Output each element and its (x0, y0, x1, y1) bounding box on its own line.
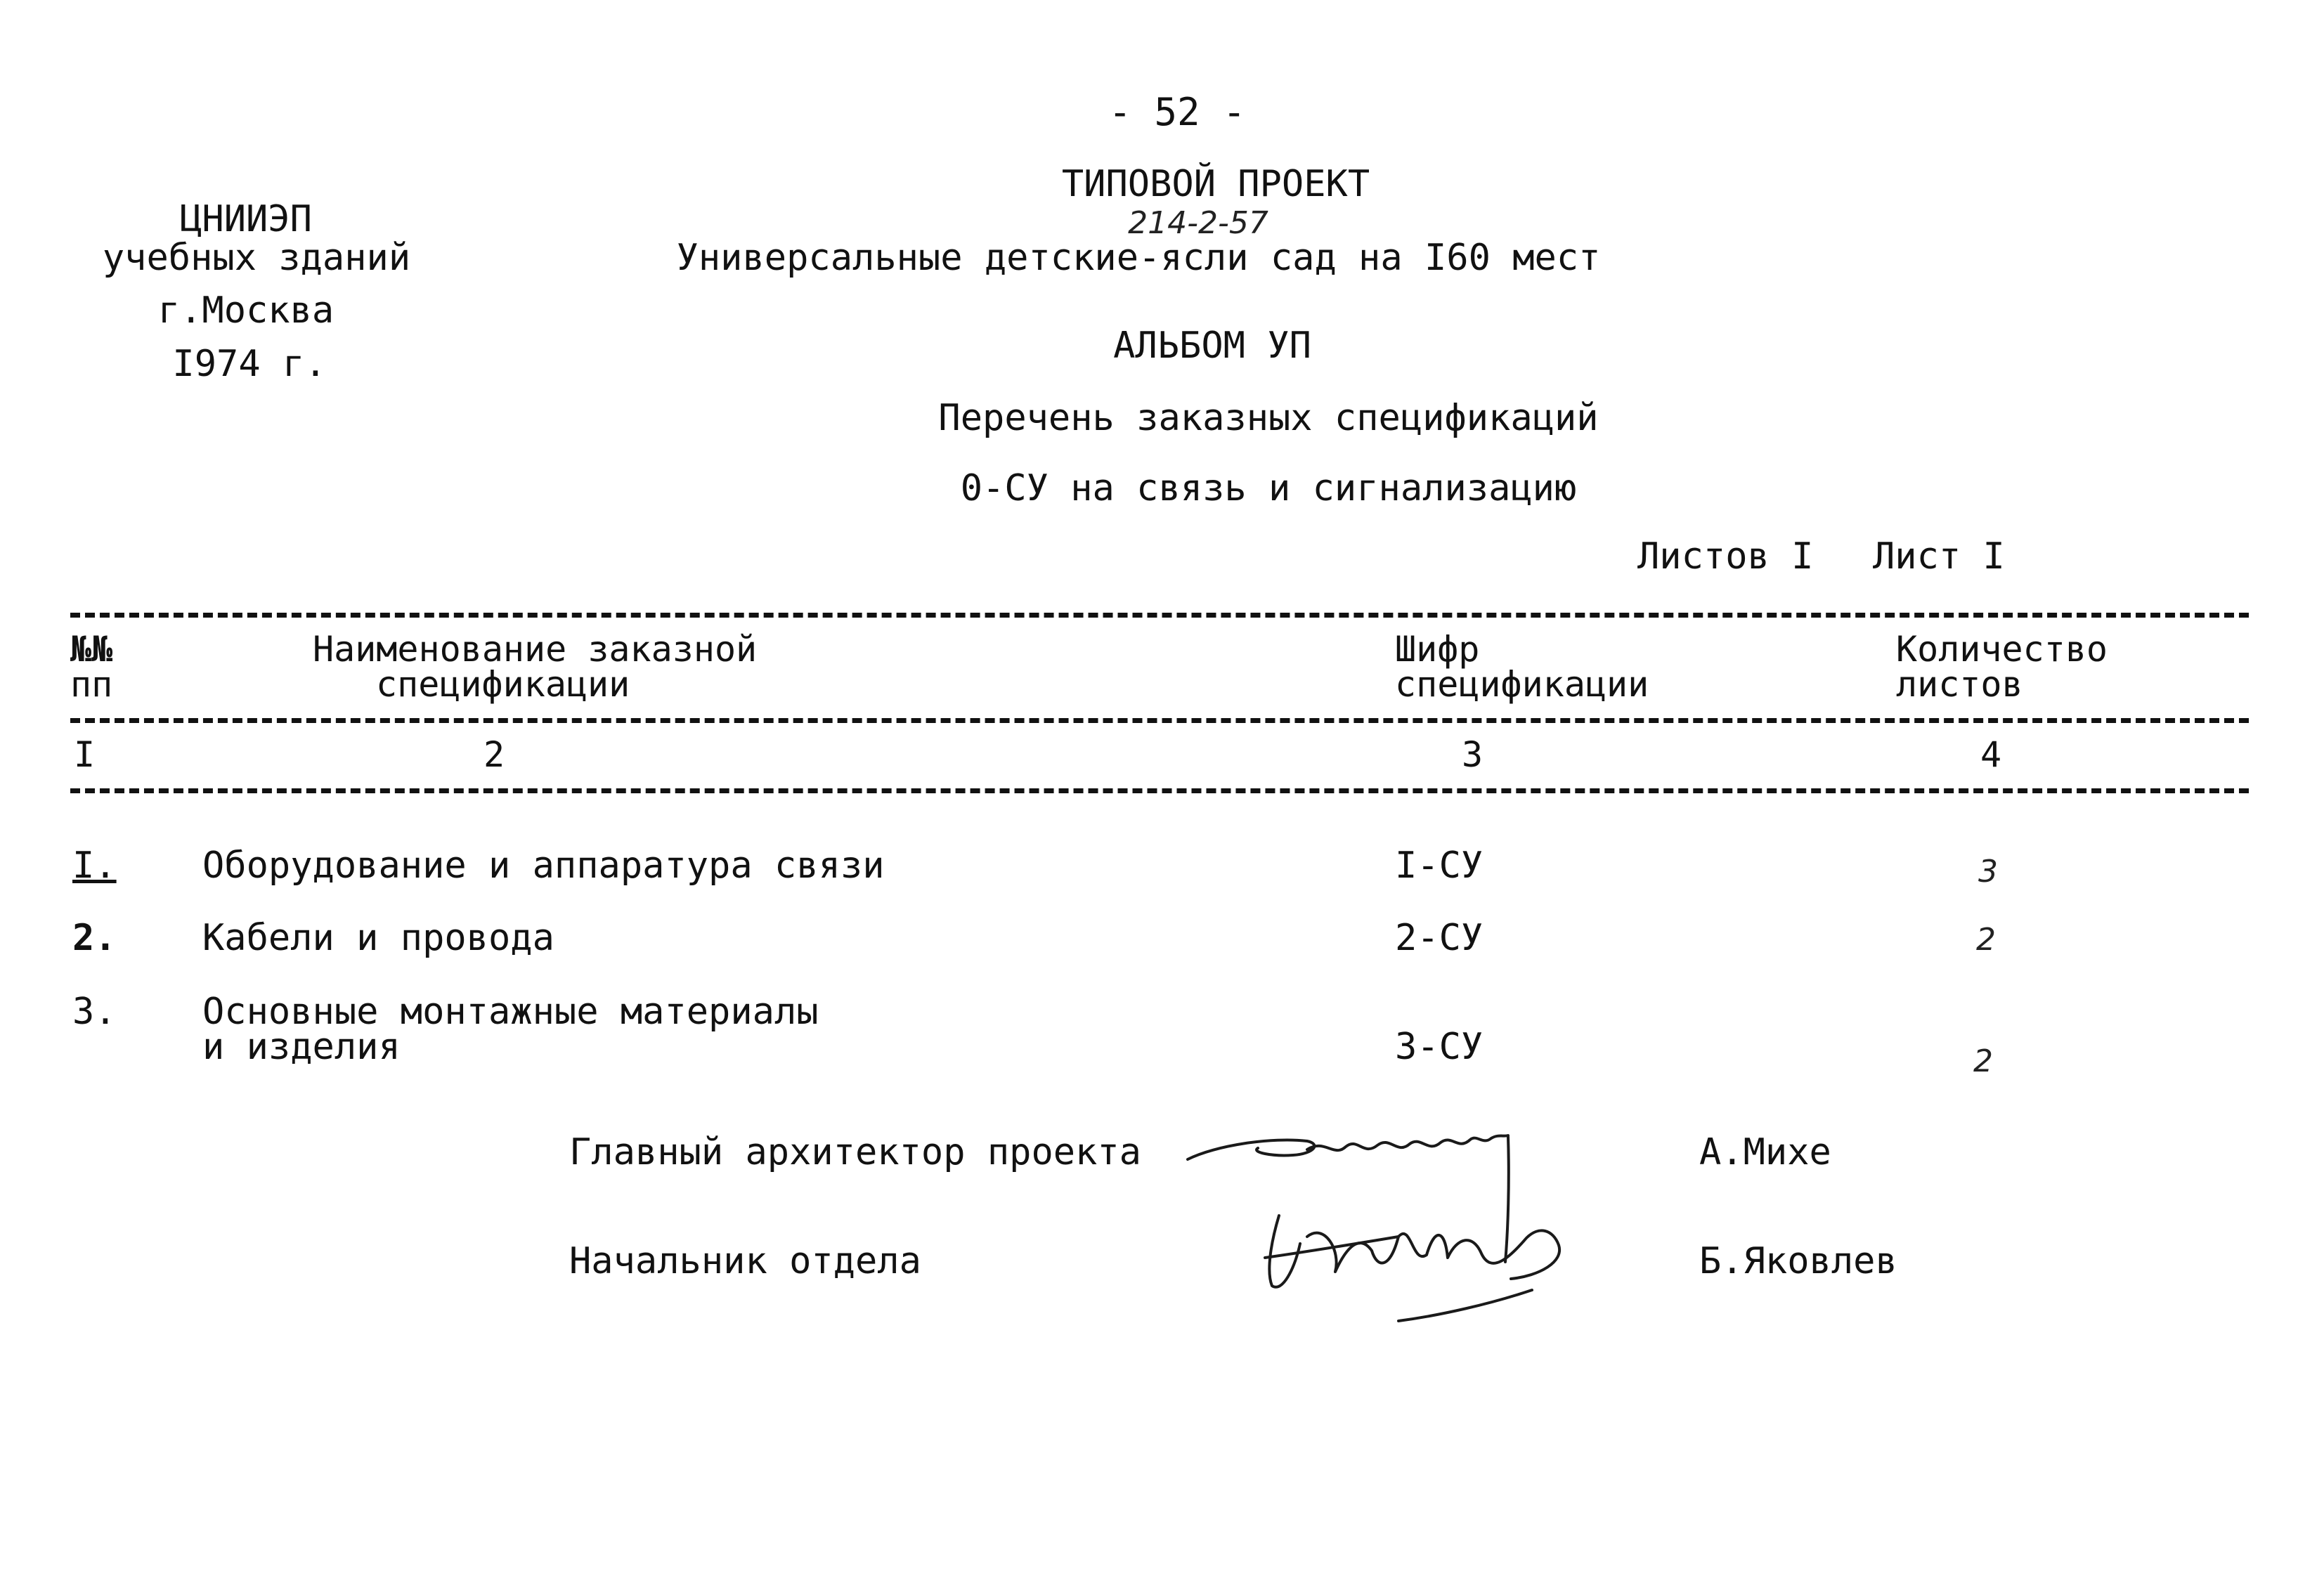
signature-role: Начальник отдела (569, 1240, 921, 1282)
row-spec-name: Кабели и провода (202, 917, 554, 959)
row-spec-name-cont: и изделия (202, 1026, 401, 1068)
header-code-line1: Шифр (1395, 629, 1480, 670)
header-qty-line2: листов (1896, 664, 2023, 705)
column-number-rule (70, 788, 2249, 793)
row-spec-code: 3-СУ (1395, 1026, 1484, 1068)
header-num-line1: №№ (70, 629, 113, 670)
signature-name: Б.Яковлев (1699, 1240, 1897, 1282)
header-name-line2: спецификации (376, 664, 630, 705)
list-title: Перечень заказных спецификаций (938, 397, 1599, 439)
project-type: ТИПОВОЙ ПРОЕКТ (1061, 163, 1370, 205)
row-number: 3. (72, 991, 117, 1033)
row-sheet-count: 3 (1978, 854, 1998, 890)
album-title: АЛЬБОМ УП (1113, 325, 1311, 367)
sheets-total: Листов I (1637, 535, 1814, 578)
project-name: Универсальные детские-ясли сад на I60 мест (676, 237, 1601, 279)
org-city: г.Москва (157, 289, 335, 332)
row-sheet-count: 2 (1973, 1043, 1993, 1079)
header-num-line2: пп (70, 664, 113, 705)
signature-role: Главный архитектор проекта (569, 1131, 1141, 1173)
column-number: 4 (1980, 734, 2002, 775)
row-sheet-count: 2 (1976, 922, 1996, 958)
header-qty-line1: Количество (1896, 629, 2108, 670)
header-rule (70, 718, 2249, 723)
signature-name: А.Михе (1699, 1131, 1831, 1173)
row-spec-code: 2-СУ (1395, 917, 1484, 959)
org-department: учебных зданий (102, 237, 411, 279)
page-number: - 52 - (1108, 90, 1246, 134)
row-number: 2. (72, 917, 117, 959)
org-name: ЦНИИЭП (180, 198, 312, 240)
column-number: 2 (483, 734, 505, 775)
sheet-current: Лист I (1873, 535, 2005, 578)
header-name-line1: Наименование заказной (313, 629, 758, 670)
column-number: 3 (1462, 734, 1484, 775)
org-year: I974 г. (172, 343, 327, 385)
column-number: I (74, 734, 96, 775)
project-code: 214-2-57 (1128, 205, 1268, 241)
row-spec-name: Основные монтажные материалы (202, 991, 819, 1033)
handwritten-signatures (1174, 1117, 1666, 1328)
table-top-rule (70, 613, 2249, 618)
header-code-line2: спецификации (1395, 664, 1649, 705)
list-subtitle: 0-СУ на связь и сигнализацию (960, 467, 1577, 509)
row-spec-name: Оборудование и аппаратура связи (202, 845, 885, 887)
row-number: I. (72, 845, 117, 887)
row-spec-code: I-СУ (1395, 845, 1484, 887)
